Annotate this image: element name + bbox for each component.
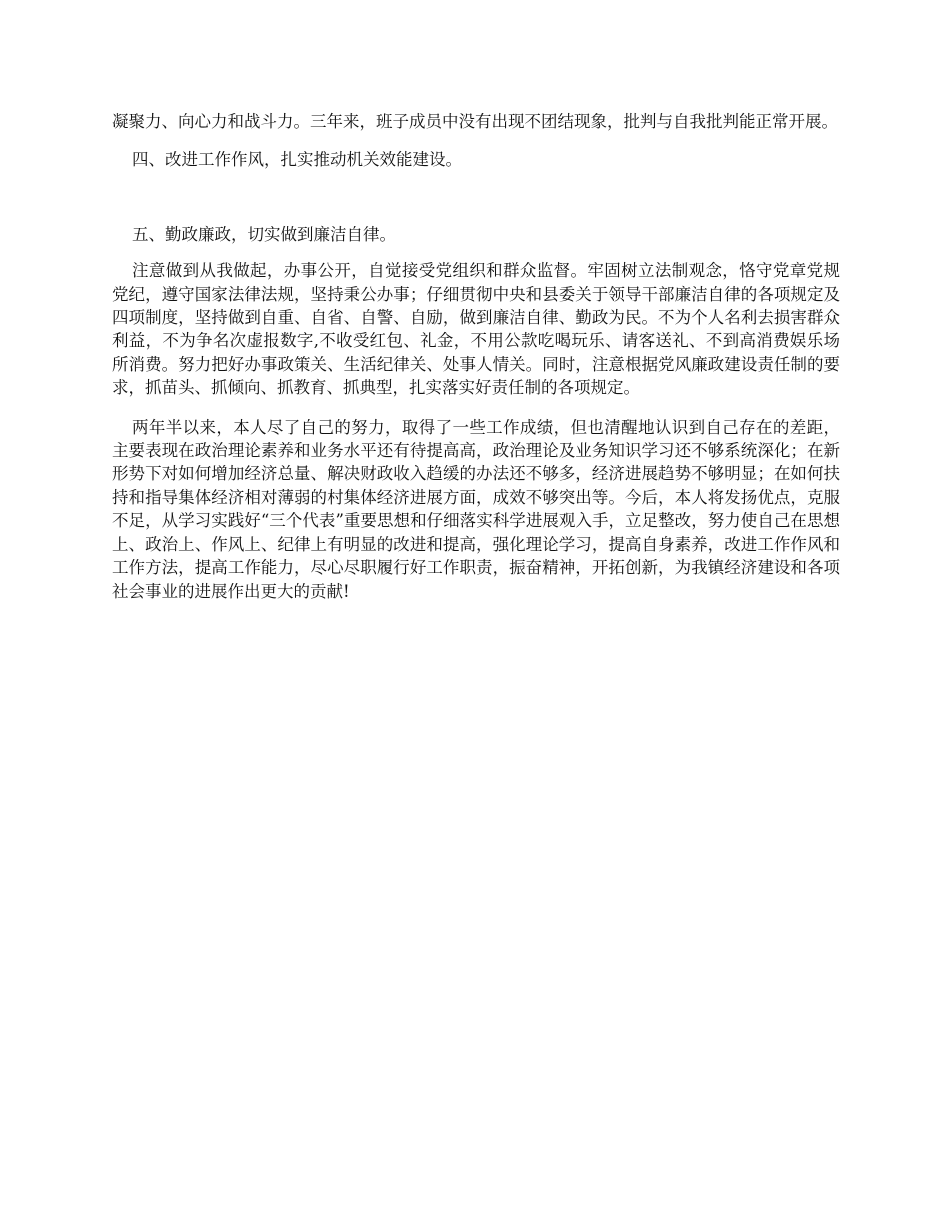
section-heading-4: 四、改进工作作风，扎实推动机关效能建设。 (132, 150, 462, 170)
paragraph-integrity: 注意做到从我做起，办事公开，自觉接受党组织和群众监督。牢固树立法制观念，恪守党章党规党纪，遵守国家法律法规，坚持秉公办事；仔细贯彻中央和县委关于领导干部廉洁自律的各项规定及四项制度，坚持做到自重、自省、自警、自励，做到廉洁自律、勤政为民。不为个人名利去损害群众利益，不为争名次虚报数字,不收受红包、礼金，不用公款吃喝玩乐、请客送礼、不到高消费娱乐场所消费。努力把好办事政策关、生活纪律关、处事人情关。同时，注意根据党风廉政建设责任制的要求，抓苗头、抓倾向、抓教育、抓典型，扎实落实好责任制的各项规定。 (112, 261, 840, 398)
paragraph-summary: 两年半以来，本人尽了自己的努力，取得了一些工作成绩，但也清醒地认识到自己存在的差距，主要表现在政治理论素养和业务水平还有待提高高，政治理论及业务知识学习还不够系统深化；在新形势下对如何增加经济总量、解决财政收入趋缓的办法还不够多，经济进展趋势不够明显；在如何扶持和指导集体经济相对薄弱的村集体经济进展方面，成效不够突出等。今后，本人将发扬优点，克服不足，从学习实践好“三个代表”重要思想和仔细落实科学进展观入手，立足整改，努力使自己在思想上、政治上、作风上、纪律上有明显的改进和提高，强化理论学习，提高自身素养，改进工作作风和工作方法，提高工作能力，尽心尽职履行好工作职责，振奋精神，开拓创新，为我镇经济建设和各项社会事业的进展作出更大的贡献! (112, 417, 840, 601)
document-body (112, 110, 840, 603)
section-heading-5: 五、勤政廉政，切实做到廉洁自律。 (132, 224, 396, 244)
paragraph-continuation: 凝聚力、向心力和战斗力。三年来，班子成员中没有出现不团结现象，批判与自我批判能正常开展。 (112, 112, 838, 131)
